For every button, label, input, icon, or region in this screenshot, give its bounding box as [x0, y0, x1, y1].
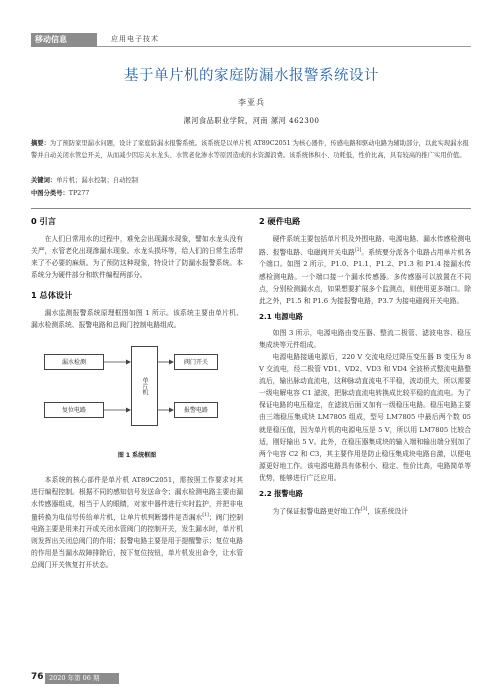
clc-label: 中图分类号： [31, 190, 69, 197]
abstract [31, 138, 471, 162]
section-2-1-paragraph-2: 电源电路接通电源后，220 V 交流电经过降压变压器 B 变压为 8 V 交流电，经二极管 VD1、VD2、VD3 和 VD4 全波桥式整流电路整流后，输出脉动直流电，这种脉动直流电不平稳，波动很大，所以需要一级电解电容 C1 滤波，把脉动直流电转换成比较平稳的直流电。为了保证电路的电压稳定，在滤波后面又加有一级稳压电路。稳压电路主要由三端稳压集成块 LM7805 组成，型号 LM7805 中最后两个数 05 就是稳压值，因为单片机的电源电压是 5 V，所以用 LM7805 比较合适，刚好输出 5 V。此外，在稳压器集成块的输入端和输出端分别加了两个电容 C2 和 C3，其主要作用是防止稳压集成块电路自激，以便电源更好地工作。该电源电路具有体积小、稳定、性价比高，电路简单等优势，能够进行广泛应用。 [259, 353, 471, 482]
affiliation: 漯河食品职业学院，河南 漯河 462300 [183, 116, 320, 125]
section-2-paragraph: 硬件系统主要包括单片机及外围电路、电源电路、漏水传感检测电路、报警电路、电磁阀开关电路[2]。系统要分派各个电路占用单片机各个端口。如图 2 所示，P1.0、P1.1、P1.2、P1.3 和 P1.4 接漏水传感检测电路。一个端口接一个漏水传感器。多传感器可以放置在不同点，分别检测漏水点，如果想要扩展多个监测点，则使用更多端口。除此之外，P1.5 和 P1.6 为接报警电路，P3.7 为接电磁阀开关电路。 [259, 235, 472, 305]
journal-section: 应用电子技术 [111, 35, 159, 43]
citation-1: [1] [202, 512, 209, 518]
section-1-heading: 1 总体设计 [31, 290, 73, 301]
page-header [31, 33, 471, 47]
left-column [31, 215, 243, 572]
citation-3: [3] [360, 507, 368, 513]
valve-switch-block: 阀门开关 [174, 354, 218, 370]
alarm-circuit-block: 报警电路 [174, 402, 218, 418]
right-column [259, 215, 471, 517]
issue-badge: 2020 年第 06 期 [45, 673, 119, 684]
figure-1-caption: 图 1 系统框图 [117, 451, 157, 459]
section-2-heading: 2 硬件电路 [259, 216, 301, 226]
abstract-divider [31, 208, 471, 209]
mcu-block: 单片机 [131, 346, 158, 426]
section-0-paragraph: 在人们日常用水的过程中，难免会出现漏水现象，譬如水龙头没有关严，水管老化出现滲漏水现象。水龙头损坏等，给人们的日常生活带来了不必要的麻烦。为了预防这种现象，特设计了防漏水报警系统。本系统分为硬件部分和软件编程两部分。 [31, 235, 243, 280]
abstract-label: 摘要： [31, 140, 50, 147]
section-2-1-paragraph: 如图 3 所示，电源电路由变压器、整流二极管、滤波电容、稳压集成块等元件组成。 [259, 328, 471, 349]
page-number: 76 [31, 672, 44, 682]
article-title: 基于单片机的家庭防漏水报警系统设计 [124, 68, 379, 84]
figure-1 [31, 338, 243, 480]
clc-text: TP277 [68, 190, 90, 197]
keywords-text: 单片机；漏水控制；自动控制 [56, 177, 139, 184]
section-0-heading: 0 引言 [31, 216, 56, 226]
citation-2: [2] [354, 248, 362, 254]
section-1-paragraph: 漏水监测报警系统原理框图如图 1 所示。该系统主要由单片机、漏水检测系统、报警电路和总阀门控制电路组成。 [31, 309, 243, 330]
keywords-label: 关键词： [31, 177, 57, 184]
header-rule [97, 46, 471, 47]
keywords [31, 175, 471, 187]
section-2-2-paragraph: 为了保证报警电路更好地工作[3]，该系统设计 [272, 507, 409, 516]
section-1-paragraph-2: 本系统的核心部件是单片机 AT89C2051，需按照工作要求对其进行编程控制。根据不同的感知信号发送命令；漏水检测电路主要由漏水传感器组成，相当于人的眼睛，对家中器件进行实时监护，并把非电量转换为电信号传给单片机，让单片机判断器件是否漏水[1]；阀门控制电路主要是用来打开或关闭水管阀门的控制开关，发生漏水时，单片机则发挥出关闭总阀门的作用；报警电路主要是用于提醒警示；复位电路的作用是当漏水故障排除后，按下复位按钮，单片机发出命令，让水管总阀门开关恢复打开状态。 [31, 475, 244, 570]
abstract-text: 为了预防家里漏水问题，设计了家庭防漏水报警系统。该系统是以单片机 AT89C2051 为核心器件，传感电路和驱动电路为辅助部分，以此实现漏水报警并自动关闭水管总开关，从而减少因忘关水龙头、水管老化渗水等原因造成的水资源浪费。该系统体积小、功耗低，性价比高，具有较高的推广实用价值。 [31, 140, 469, 159]
section-2-2-heading: 2.2 报警电路 [259, 489, 303, 499]
leak-detection-block: 漏水检测 [44, 354, 104, 370]
author: 李亚兵 [238, 98, 265, 107]
section-2-1-heading: 2.1 电源电路 [259, 311, 303, 321]
reset-circuit-block: 复位电路 [44, 402, 104, 418]
section-tag: 移动信息 [31, 33, 97, 47]
classification [31, 188, 471, 200]
